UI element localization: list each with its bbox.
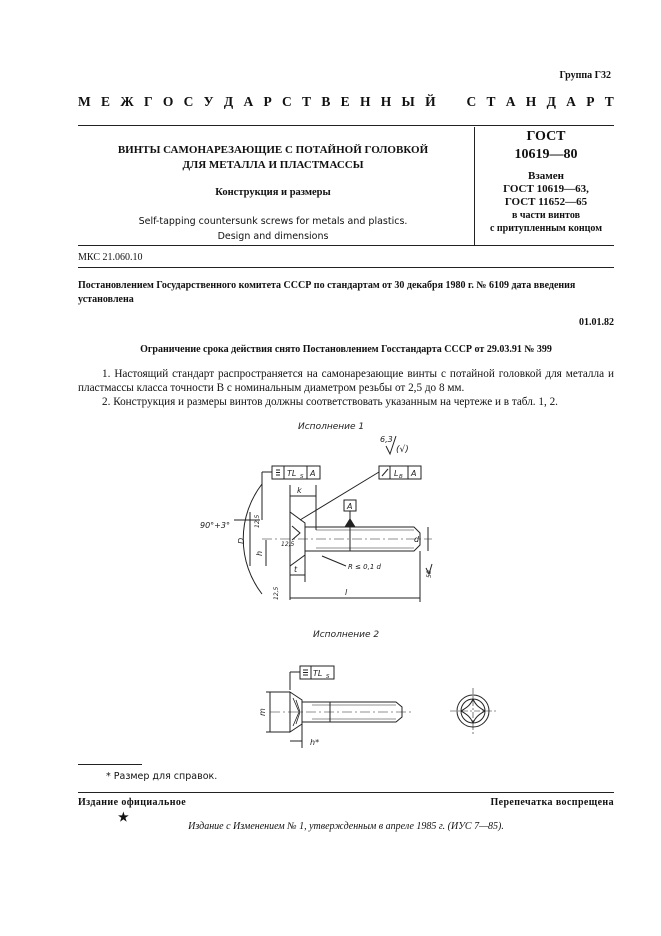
angle-arc <box>243 484 262 594</box>
roughness-3: 12,5 <box>273 586 280 600</box>
datum-label: A <box>347 502 353 511</box>
dim-R: R ≤ 0,1 d <box>348 563 381 571</box>
banner-letter: А <box>566 94 576 109</box>
banner-letter: Т <box>302 94 312 109</box>
decree-text: Постановлением Государственного комитета СССР по стандартам от 30 декабря 1980 г. № 6109 дата введения установлена <box>78 280 576 305</box>
roughness-1: 12,5 <box>254 514 261 528</box>
tolerance-v2-label: TL <box>313 669 323 678</box>
paragraph-2: 2. Конструкция и размеры винтов должны соответствовать указанным на чертеже и в табл. 1, 2. <box>102 396 558 408</box>
symmetry-icon <box>276 470 280 475</box>
symmetry-icon-v2 <box>303 670 308 675</box>
dim-m: m <box>258 708 267 716</box>
tolerance-1-label: TL <box>287 469 297 478</box>
roughness-4: 50 <box>426 570 433 578</box>
phillips-head-icon <box>450 688 496 734</box>
banner-letter: Т <box>604 94 614 109</box>
tolerance-2-sub: B <box>399 474 403 480</box>
banner-letter: Д <box>546 94 556 109</box>
footnote-divider <box>78 764 142 765</box>
dim-h-star: h* <box>310 738 320 747</box>
star-icon: ★ <box>118 810 129 824</box>
mks-code: МКС 21.060.10 <box>78 252 143 263</box>
slope-icon <box>382 469 388 476</box>
effective-date: 01.01.82 <box>579 317 614 328</box>
replaces-note-2: с притупленным концом <box>489 223 603 234</box>
roughness-2: 12,5 <box>281 541 295 548</box>
roughness-symbol: (√) <box>396 445 409 455</box>
dim-D: D <box>237 537 246 544</box>
replaces-note-1: в части винтов <box>511 210 580 221</box>
tolerance-2-datum: A <box>411 469 417 478</box>
banner-letter: А <box>243 94 254 109</box>
title-line-1: ВИНТЫ САМОНАРЕЗАЮЩИЕ С ПОТАЙНОЙ ГОЛОВКОЙ <box>117 144 429 156</box>
banner-letter: Р <box>263 94 272 109</box>
footer-divider <box>78 792 614 793</box>
banner-letter: Й <box>425 94 436 109</box>
banner-letter: М <box>78 94 91 109</box>
footnote: * Размер для справок. <box>106 771 218 782</box>
tolerance-v2-sub: S <box>326 674 330 680</box>
banner-letter: У <box>203 94 214 109</box>
banner-letter: Ы <box>401 94 415 109</box>
reprint-prohibited: Перепечатка воспрещена <box>490 797 614 808</box>
group-code: Группа Г32 <box>559 70 611 81</box>
banner-letter: Ж <box>120 94 134 109</box>
banner-letter: С <box>282 94 292 109</box>
replaces-gost-1: ГОСТ 10619—63, <box>503 183 589 195</box>
banner-letter: Н <box>380 94 392 109</box>
dim-d: d <box>414 535 420 544</box>
dim-t: t <box>294 565 298 574</box>
dim-h: h <box>255 550 264 556</box>
limitation-text: Ограничение срока действия снято Постановлением Госстандарта СССР от 29.03.91 № 399 <box>140 344 552 355</box>
banner-letter: А <box>505 94 516 109</box>
gost-label: ГОСТ <box>526 129 566 144</box>
banner-letter: Т <box>486 94 496 109</box>
paragraph-1: 1. Настоящий стандарт распространяется на самонарезающие винты с потайной головкой для металла и пластмассы класса точности В с номинальным диаметром резьбы от 2,5 до 8 мм. <box>78 368 614 394</box>
official-edition: Издание официальное <box>78 797 187 808</box>
dim-l: l <box>345 588 348 597</box>
banner-letter: В <box>321 94 331 109</box>
tolerance-1-sub: S <box>300 474 304 480</box>
english-title-line-2: Design and dimensions <box>217 231 329 242</box>
banner-letter: Е <box>340 94 350 109</box>
banner-letter: Н <box>359 94 371 109</box>
banner-letter: Д <box>223 94 234 109</box>
banner-letter: Е <box>101 94 111 109</box>
edition-note: Издание с Изменением № 1, утвержденным в апреле 1985 г. (ИУС 7—85). <box>188 821 504 832</box>
banner-letter: О <box>162 94 174 109</box>
version-1-label: Исполнение 1 <box>298 422 365 432</box>
gost-number: 10619—80 <box>514 147 578 162</box>
english-title-line-1: Self-tapping countersunk screws for metals and plastics. <box>138 216 408 227</box>
roughness-value: 6,3 <box>380 435 393 444</box>
tolerance-2-label: L <box>394 469 399 478</box>
banner-letter: Р <box>586 94 595 109</box>
tolerance-1-datum: A <box>310 469 316 478</box>
replaces-gost-2: ГОСТ 11652—65 <box>504 196 588 208</box>
banner-letter: Г <box>143 94 153 109</box>
version-2-label: Исполнение 2 <box>313 630 380 640</box>
dim-angle: 90°+3° <box>200 521 230 530</box>
banner-letter: С <box>183 94 194 109</box>
datum-triangle <box>345 519 355 527</box>
banner-letter: Н <box>525 94 537 109</box>
banner-letter: С <box>466 94 477 109</box>
replaces-label: Взамен <box>528 170 564 182</box>
title-line-2: ДЛЯ МЕТАЛЛА И ПЛАСТМАССЫ <box>182 159 364 171</box>
document-subtitle: Конструкция и размеры <box>215 187 331 198</box>
dim-k: k <box>297 486 302 495</box>
